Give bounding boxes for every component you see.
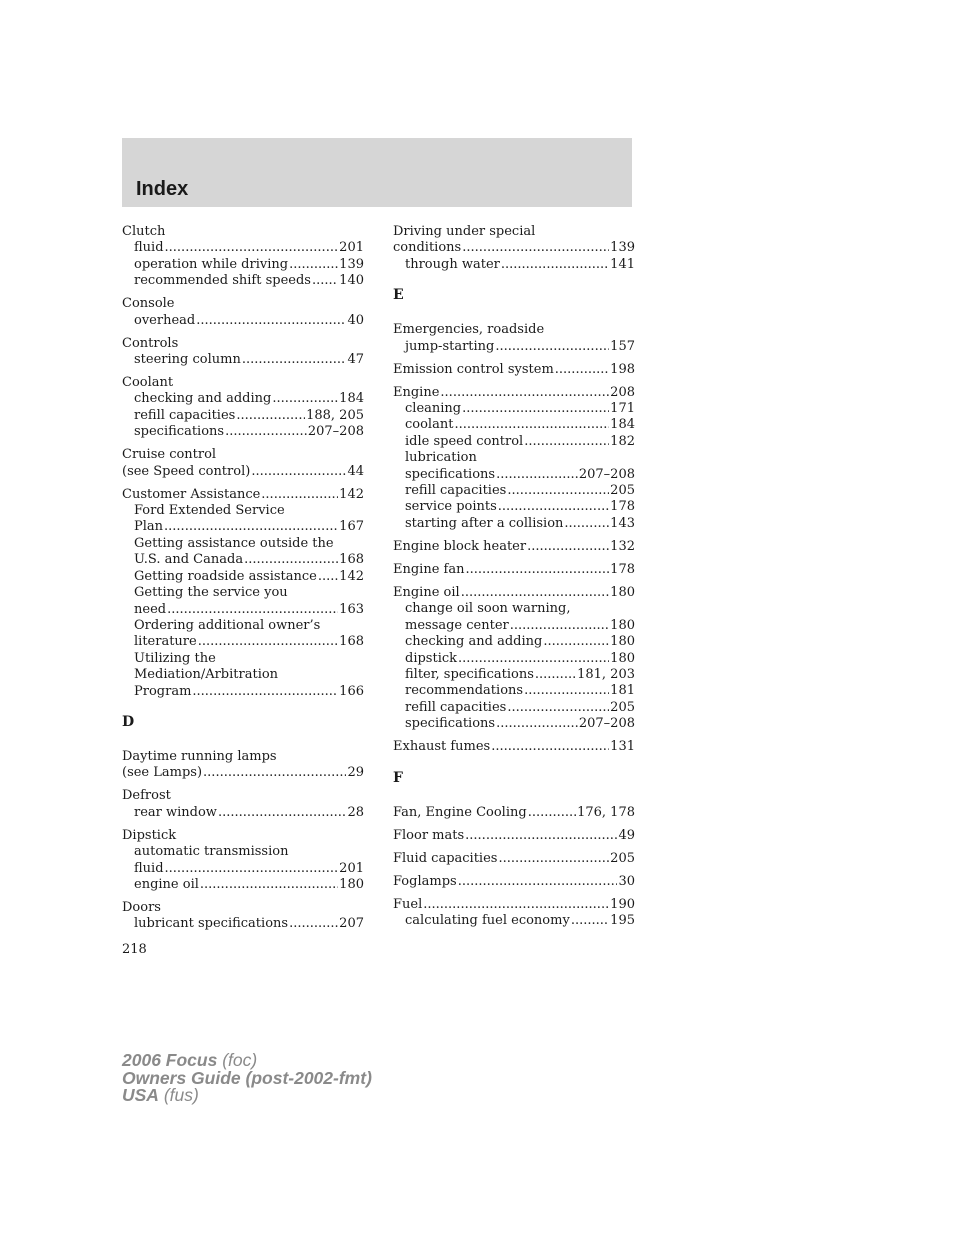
page-reference: 198 bbox=[610, 361, 635, 377]
page-reference: 207 bbox=[339, 916, 364, 932]
page-reference: 180 bbox=[610, 584, 635, 600]
page-reference: 171 bbox=[610, 401, 635, 417]
entry-text: Ford Extended Service bbox=[134, 503, 285, 519]
index-subentry bbox=[393, 516, 635, 532]
index-entry bbox=[393, 805, 635, 821]
index-subentry bbox=[122, 552, 364, 568]
footer-market: USA bbox=[122, 1085, 159, 1105]
page-reference: 205 bbox=[610, 850, 635, 866]
dot-leader bbox=[454, 417, 609, 433]
entry-text: Engine block heater bbox=[393, 538, 527, 554]
index-entry bbox=[393, 562, 635, 578]
page-reference: 205 bbox=[610, 699, 635, 715]
entry-text: engine oil bbox=[134, 876, 199, 892]
entry-text: jump-starting bbox=[405, 338, 495, 354]
entry-text: specifications bbox=[134, 424, 225, 440]
index-term bbox=[393, 224, 635, 240]
index-subentry bbox=[393, 667, 635, 683]
dot-leader bbox=[501, 257, 609, 273]
entry-text: conditions bbox=[393, 240, 462, 256]
index-subentry bbox=[122, 877, 364, 893]
entry-text: Getting the service you bbox=[134, 585, 288, 601]
dot-leader bbox=[543, 634, 609, 650]
entry-text: Engine fan bbox=[393, 561, 465, 577]
index-subentry bbox=[122, 844, 364, 860]
entry-text: Daytime running lamps bbox=[122, 748, 277, 764]
page-number: 218 bbox=[122, 942, 147, 957]
index-term bbox=[122, 765, 364, 781]
index-term bbox=[122, 296, 364, 312]
index-subentry bbox=[393, 913, 635, 929]
page-reference: 143 bbox=[610, 515, 635, 531]
index-entry bbox=[393, 739, 635, 755]
entry-text: Cruise control bbox=[122, 447, 217, 463]
page-reference: 180 bbox=[610, 634, 635, 650]
index-term bbox=[393, 385, 635, 401]
index-subentry bbox=[393, 467, 635, 483]
dot-leader bbox=[164, 519, 338, 535]
index-entry bbox=[393, 322, 635, 355]
index-subentry bbox=[393, 257, 635, 273]
index-entry bbox=[122, 487, 364, 700]
footer-market-code: (fus) bbox=[163, 1085, 199, 1105]
index-entry bbox=[122, 828, 364, 894]
page-reference: 201 bbox=[339, 240, 364, 256]
footer-model: 2006 Focus bbox=[122, 1050, 218, 1070]
index-term bbox=[393, 805, 635, 821]
page-reference: 30 bbox=[618, 873, 635, 889]
page-reference: 47 bbox=[347, 352, 364, 368]
index-entry bbox=[122, 900, 364, 933]
page-reference: 176, 178 bbox=[577, 804, 635, 820]
page-title: Index bbox=[136, 178, 189, 200]
footer bbox=[122, 1052, 372, 1105]
entry-text: fluid bbox=[134, 240, 164, 256]
index-column-left bbox=[122, 224, 364, 939]
index-term bbox=[393, 739, 635, 755]
entry-text: need bbox=[134, 601, 167, 617]
dot-leader bbox=[251, 464, 346, 480]
entry-text: Floor mats bbox=[393, 827, 465, 843]
entry-text: (see Speed control) bbox=[122, 463, 251, 479]
page-reference: 168 bbox=[339, 552, 364, 568]
page-reference: 139 bbox=[339, 256, 364, 272]
index-entry bbox=[393, 585, 635, 733]
page-reference: 181 bbox=[610, 683, 635, 699]
index-subentry bbox=[393, 651, 635, 667]
dot-leader bbox=[510, 618, 609, 634]
dot-leader bbox=[192, 684, 338, 700]
dot-leader bbox=[528, 805, 576, 821]
index-term bbox=[393, 828, 635, 844]
index-subentry bbox=[122, 503, 364, 519]
index-subentry bbox=[122, 536, 364, 552]
page-reference: 157 bbox=[610, 338, 635, 354]
entry-text: fluid bbox=[134, 860, 164, 876]
page-reference: 139 bbox=[610, 240, 635, 256]
entry-text: Fan, Engine Cooling bbox=[393, 804, 527, 820]
index-subentry bbox=[122, 569, 364, 585]
entry-text: coolant bbox=[405, 417, 454, 433]
entry-text: through water bbox=[405, 256, 500, 272]
index-term bbox=[122, 749, 364, 765]
dot-leader bbox=[272, 391, 338, 407]
index-subentry bbox=[122, 391, 364, 407]
entry-text: Fluid capacities bbox=[393, 850, 498, 866]
dot-leader bbox=[196, 313, 346, 329]
index-term bbox=[393, 362, 635, 378]
index-term bbox=[393, 874, 635, 890]
dot-leader bbox=[461, 585, 609, 601]
page-reference: 201 bbox=[339, 860, 364, 876]
entry-text: (see Lamps) bbox=[122, 765, 203, 781]
entry-text: specifications bbox=[405, 466, 496, 482]
index-entry bbox=[122, 336, 364, 369]
dot-leader bbox=[458, 874, 618, 890]
index-subentry bbox=[393, 716, 635, 732]
index-term bbox=[122, 464, 364, 480]
page-reference: 142 bbox=[339, 568, 364, 584]
dot-leader bbox=[289, 257, 338, 273]
index-entry bbox=[393, 362, 635, 378]
index-term bbox=[393, 322, 635, 338]
index-subentry bbox=[122, 805, 364, 821]
entry-text: refill capacities bbox=[405, 483, 507, 499]
dot-leader bbox=[524, 434, 609, 450]
index-subentry bbox=[122, 618, 364, 634]
page-reference: 207–208 bbox=[307, 424, 364, 440]
index-subentry bbox=[393, 483, 635, 499]
page-reference: 163 bbox=[339, 601, 364, 617]
index-entry bbox=[393, 874, 635, 890]
index-subentry bbox=[122, 602, 364, 618]
dot-leader bbox=[507, 483, 609, 499]
entry-text: refill capacities bbox=[134, 407, 236, 423]
dot-leader bbox=[218, 805, 347, 821]
index-subentry bbox=[122, 273, 364, 289]
index-entry bbox=[393, 897, 635, 930]
dot-leader bbox=[462, 401, 609, 417]
entry-text: Fuel bbox=[393, 896, 423, 912]
index-term bbox=[122, 828, 364, 844]
entry-text: Engine bbox=[393, 384, 440, 400]
entry-text: overhead bbox=[134, 312, 196, 328]
entry-text: literature bbox=[134, 634, 197, 650]
entry-text: Console bbox=[122, 296, 175, 312]
page-reference: 188, 205 bbox=[306, 407, 364, 423]
section-letter: D bbox=[122, 713, 135, 730]
entry-text: Dipstick bbox=[122, 827, 177, 843]
dot-leader bbox=[535, 667, 576, 683]
dot-leader bbox=[524, 683, 609, 699]
entry-text: Customer Assistance bbox=[122, 486, 261, 502]
entry-text: lubricant specifications bbox=[134, 916, 289, 932]
index-entry bbox=[393, 851, 635, 867]
dot-leader bbox=[571, 913, 609, 929]
entry-text: dipstick bbox=[405, 650, 458, 666]
entry-text: specifications bbox=[405, 716, 496, 732]
index-subentry bbox=[393, 499, 635, 515]
dot-leader bbox=[465, 562, 609, 578]
index-term bbox=[122, 487, 364, 503]
index-term bbox=[393, 539, 635, 555]
page-reference: 178 bbox=[610, 499, 635, 515]
dot-leader bbox=[200, 877, 338, 893]
dot-leader bbox=[244, 552, 338, 568]
entry-text: checking and adding bbox=[134, 391, 272, 407]
dot-leader bbox=[165, 240, 339, 256]
index-entry bbox=[122, 296, 364, 329]
index-subentry bbox=[122, 424, 364, 440]
dot-leader bbox=[458, 651, 609, 667]
entry-text: service points bbox=[405, 499, 497, 515]
index-term bbox=[122, 224, 364, 240]
index-term bbox=[393, 897, 635, 913]
index-subentry bbox=[122, 519, 364, 535]
index-term bbox=[393, 240, 635, 256]
index-term bbox=[122, 375, 364, 391]
entry-text: lubrication bbox=[405, 450, 477, 466]
dot-leader bbox=[440, 385, 609, 401]
entry-text: Controls bbox=[122, 335, 179, 351]
index-subentry bbox=[393, 634, 635, 650]
index-term bbox=[122, 900, 364, 916]
page-reference: 132 bbox=[610, 538, 635, 554]
page-reference: 207–208 bbox=[578, 716, 635, 732]
dot-leader bbox=[555, 362, 609, 378]
index-entry bbox=[393, 539, 635, 555]
dot-leader bbox=[498, 851, 609, 867]
page-reference: 141 bbox=[610, 256, 635, 272]
page-reference: 180 bbox=[610, 650, 635, 666]
entry-text: Defrost bbox=[122, 788, 171, 804]
index-entry bbox=[122, 788, 364, 821]
index-subentry bbox=[122, 240, 364, 256]
entry-text: filter, specifications bbox=[405, 666, 534, 682]
index-subentry bbox=[122, 651, 364, 667]
page-reference: 167 bbox=[339, 519, 364, 535]
index-subentry bbox=[393, 618, 635, 634]
index-entry bbox=[393, 828, 635, 844]
entry-text: Plan bbox=[134, 519, 164, 535]
index-entry bbox=[122, 447, 364, 480]
index-subentry bbox=[393, 601, 635, 617]
index-term bbox=[122, 447, 364, 463]
entry-text: steering column bbox=[134, 352, 241, 368]
index-subentry bbox=[122, 585, 364, 601]
entry-text: cleaning bbox=[405, 401, 462, 417]
dot-leader bbox=[165, 861, 339, 877]
dot-leader bbox=[423, 897, 609, 913]
page-reference: 166 bbox=[339, 683, 364, 699]
index-term bbox=[393, 585, 635, 601]
entry-text: Coolant bbox=[122, 375, 174, 391]
entry-text: Doors bbox=[122, 899, 161, 915]
dot-leader bbox=[462, 240, 609, 256]
dot-leader bbox=[236, 408, 305, 424]
dot-leader bbox=[167, 602, 338, 618]
dot-leader bbox=[498, 499, 609, 515]
index-entry bbox=[122, 224, 364, 290]
index-subentry bbox=[122, 861, 364, 877]
index-entry bbox=[122, 749, 364, 782]
page-reference: 207–208 bbox=[578, 466, 635, 482]
page-reference: 195 bbox=[610, 912, 635, 928]
page-reference: 142 bbox=[339, 486, 364, 502]
dot-leader bbox=[225, 424, 307, 440]
entry-text: idle speed control bbox=[405, 433, 524, 449]
index-column-right bbox=[393, 224, 635, 936]
entry-text: change oil soon warning, bbox=[405, 601, 571, 617]
entry-text: Mediation/Arbitration bbox=[134, 667, 279, 683]
dot-leader bbox=[465, 828, 617, 844]
index-subentry bbox=[122, 667, 364, 683]
entry-text: Clutch bbox=[122, 224, 166, 239]
page-reference: 131 bbox=[610, 739, 635, 755]
dot-leader bbox=[495, 339, 609, 355]
entry-text: message center bbox=[405, 617, 509, 633]
entry-text: Ordering additional owner’s bbox=[134, 617, 321, 633]
page-reference: 40 bbox=[347, 312, 364, 328]
index-entry bbox=[393, 224, 635, 273]
footer-guide: Owners Guide (post-2002-fmt) bbox=[122, 1067, 372, 1088]
index-term bbox=[122, 336, 364, 352]
page-reference: 49 bbox=[618, 827, 635, 843]
page-reference: 28 bbox=[347, 804, 364, 820]
index-subentry bbox=[122, 408, 364, 424]
header-band bbox=[122, 138, 632, 207]
entry-text: recommended shift speeds bbox=[134, 273, 311, 289]
index-entry bbox=[393, 385, 635, 533]
index-term bbox=[393, 851, 635, 867]
entry-text: recommendations bbox=[405, 683, 524, 699]
dot-leader bbox=[318, 569, 338, 585]
entry-text: automatic transmission bbox=[134, 844, 289, 860]
entry-text: rear window bbox=[134, 804, 217, 820]
index-subentry bbox=[393, 339, 635, 355]
entry-text: U.S. and Canada bbox=[134, 552, 244, 568]
entry-text: operation while driving bbox=[134, 256, 289, 272]
entry-text: Utilizing the bbox=[134, 650, 216, 666]
dot-leader bbox=[564, 516, 609, 532]
index-subentry bbox=[122, 916, 364, 932]
entry-text: Getting roadside assistance bbox=[134, 568, 317, 584]
dot-leader bbox=[312, 273, 338, 289]
entry-text: Exhaust fumes bbox=[393, 739, 491, 755]
section-letter: E bbox=[393, 287, 404, 304]
entry-text: Emission control system bbox=[393, 361, 554, 377]
index-subentry bbox=[393, 401, 635, 417]
section-letter: F bbox=[393, 769, 403, 786]
entry-text: Emergencies, roadside bbox=[393, 322, 545, 338]
dot-leader bbox=[496, 716, 578, 732]
index-subentry bbox=[393, 683, 635, 699]
dot-leader bbox=[491, 739, 609, 755]
page-reference: 181, 203 bbox=[577, 666, 635, 682]
page-reference: 180 bbox=[339, 876, 364, 892]
page-reference: 180 bbox=[610, 617, 635, 633]
dot-leader bbox=[496, 467, 578, 483]
dot-leader bbox=[289, 916, 338, 932]
page-reference: 44 bbox=[347, 463, 364, 479]
entry-text: starting after a collision bbox=[405, 515, 564, 531]
page-reference: 184 bbox=[610, 417, 635, 433]
page-reference: 205 bbox=[610, 483, 635, 499]
page-reference: 190 bbox=[610, 896, 635, 912]
dot-leader bbox=[527, 539, 609, 555]
footer-model-code: (foc) bbox=[222, 1050, 258, 1070]
index-subentry bbox=[122, 684, 364, 700]
page-reference: 29 bbox=[347, 765, 364, 781]
page-reference: 182 bbox=[610, 433, 635, 449]
index-subentry bbox=[393, 450, 635, 466]
index-entry bbox=[122, 375, 364, 441]
page-reference: 140 bbox=[339, 273, 364, 289]
entry-text: refill capacities bbox=[405, 699, 507, 715]
dot-leader bbox=[507, 700, 609, 716]
dot-leader bbox=[261, 487, 338, 503]
dot-leader bbox=[242, 352, 347, 368]
index-subentry bbox=[393, 417, 635, 433]
entry-text: Engine oil bbox=[393, 584, 460, 600]
page-reference: 208 bbox=[610, 384, 635, 400]
entry-text: Driving under special bbox=[393, 224, 536, 239]
index-subentry bbox=[393, 434, 635, 450]
entry-text: Foglamps bbox=[393, 873, 457, 889]
index-subentry bbox=[122, 313, 364, 329]
page-reference: 184 bbox=[339, 391, 364, 407]
index-subentry bbox=[122, 257, 364, 273]
dot-leader bbox=[198, 634, 338, 650]
dot-leader bbox=[203, 765, 346, 781]
entry-text: calculating fuel economy bbox=[405, 912, 570, 928]
page-reference: 168 bbox=[339, 634, 364, 650]
footer-line-3 bbox=[122, 1087, 372, 1105]
entry-text: Program bbox=[134, 683, 192, 699]
index-subentry bbox=[122, 352, 364, 368]
index-subentry bbox=[393, 700, 635, 716]
entry-text: checking and adding bbox=[405, 634, 543, 650]
entry-text: Getting assistance outside the bbox=[134, 535, 334, 551]
page-reference: 178 bbox=[610, 561, 635, 577]
index-subentry bbox=[122, 634, 364, 650]
index-term bbox=[393, 562, 635, 578]
index-term bbox=[122, 788, 364, 804]
